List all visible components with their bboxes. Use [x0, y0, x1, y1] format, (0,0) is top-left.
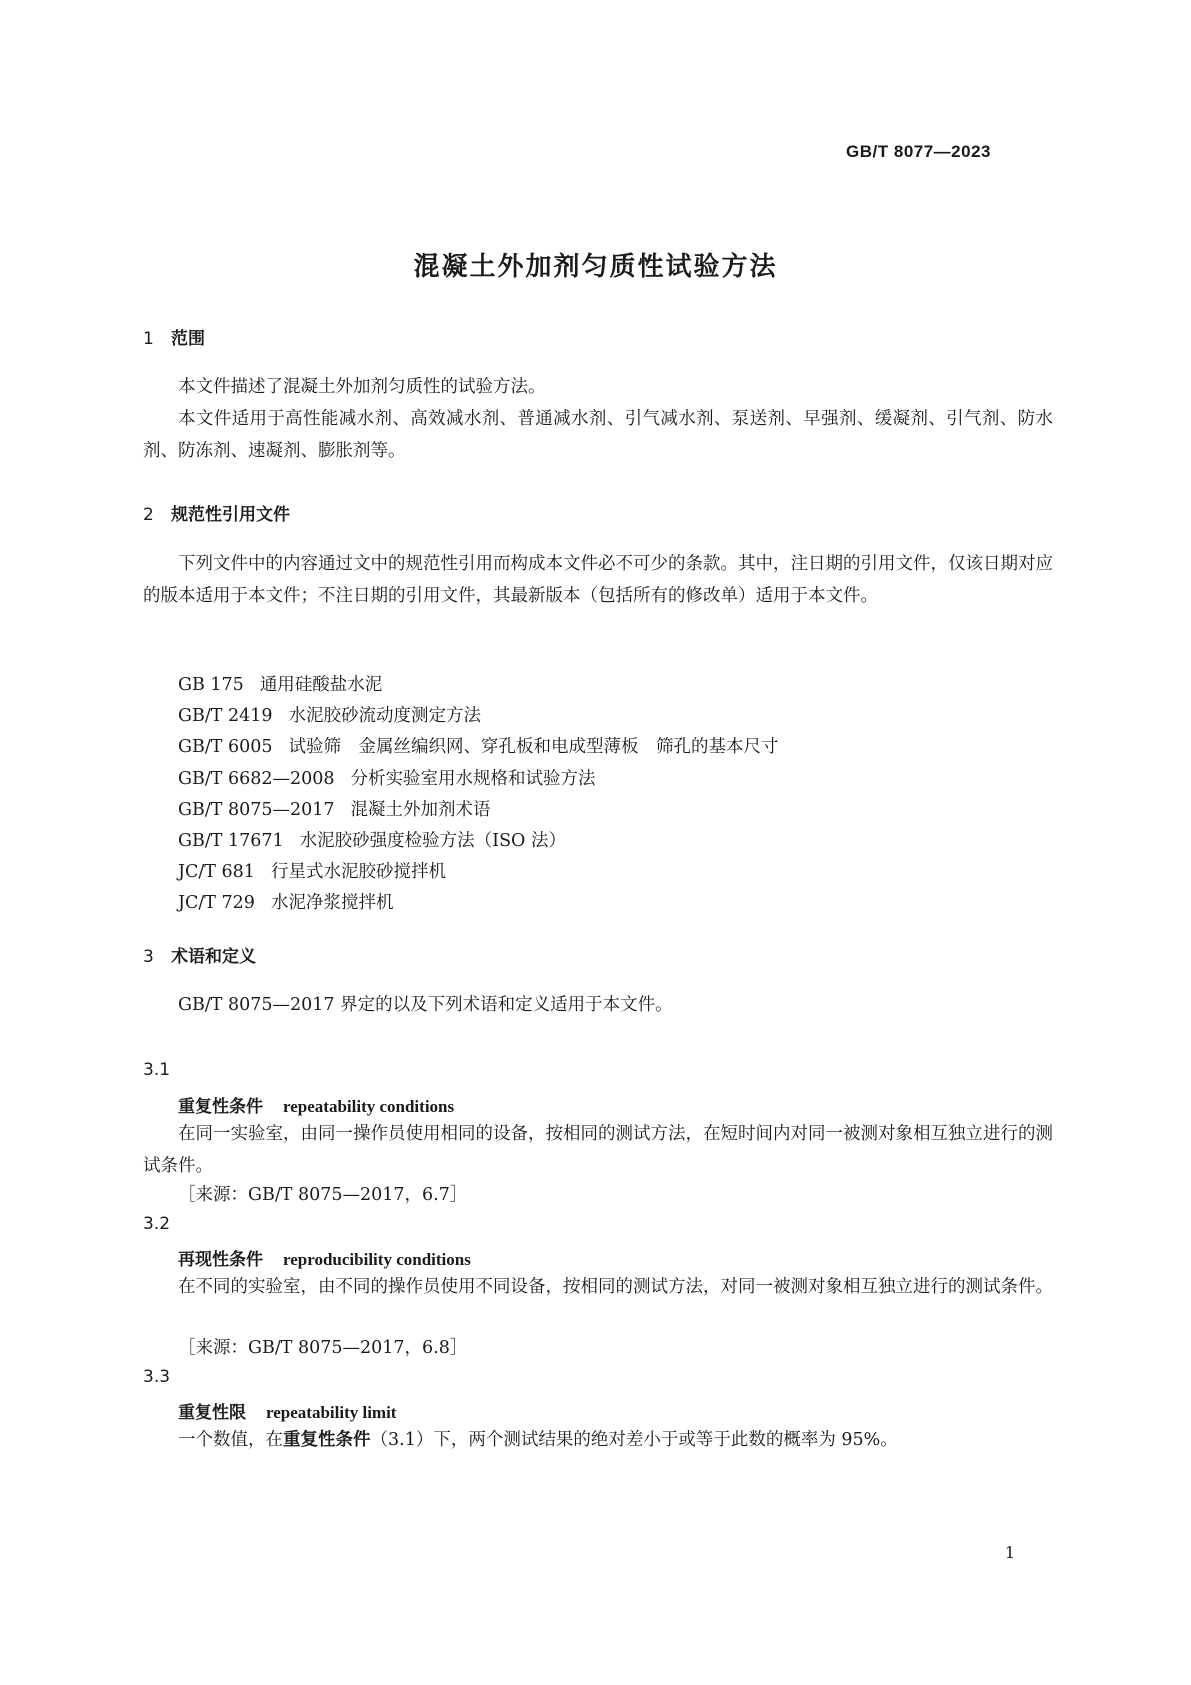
reference-title: 通用硅酸盐水泥	[259, 675, 383, 695]
reference-item	[178, 732, 779, 763]
section-2-heading	[143, 500, 290, 525]
reference-title: 水泥净浆搅拌机	[270, 893, 394, 914]
reference-item	[178, 701, 779, 732]
reference-code: GB/T 6005	[178, 737, 273, 758]
term-heading	[178, 1092, 454, 1117]
reference-code: JC/T 681	[178, 862, 255, 883]
reference-title: 水泥胶砂强度检验方法（ISO 法）	[299, 831, 566, 852]
term-heading	[178, 1245, 471, 1270]
term-heading	[178, 1398, 396, 1423]
section-number: 1	[143, 329, 154, 349]
term-zh: 再现性条件	[178, 1250, 263, 1270]
reference-title: 分析实验室用水规格和试验方法	[350, 768, 596, 789]
term-number: 3.3	[143, 1367, 171, 1387]
reference-item	[178, 888, 779, 919]
reference-code: GB/T 8075—2017	[178, 799, 335, 820]
reference-item	[178, 764, 779, 795]
term-zh: 重复性条件	[178, 1097, 263, 1117]
reference-title: 试验筛 金属丝编织网、穿孔板和电成型薄板 筛孔的基本尺寸	[288, 737, 779, 758]
term-number: 3.1	[143, 1060, 171, 1080]
reference-title: 行星式水泥胶砂搅拌机	[270, 862, 446, 883]
reference-item	[178, 826, 779, 857]
reference-item	[178, 795, 779, 826]
definition-text: 一个数值，在	[178, 1430, 283, 1450]
term-source: ［来源：GB/T 8075—2017，6.7］	[178, 1185, 468, 1205]
term-reference: 重复性条件	[283, 1430, 371, 1450]
section-1-paragraph-1: 本文件描述了混凝土外加剂匀质性的试验方法。	[178, 377, 546, 397]
document-title: 混凝土外加剂匀质性试验方法	[413, 252, 778, 282]
reference-code: GB/T 2419	[178, 706, 273, 727]
term-en: repeatability limit	[266, 1403, 397, 1422]
reference-code: GB/T 17671	[178, 831, 284, 852]
reference-item	[178, 670, 779, 701]
reference-code: JC/T 729	[178, 893, 255, 914]
reference-code: GB 175	[178, 675, 244, 695]
section-1-heading	[143, 324, 205, 349]
term-number: 3.2	[143, 1214, 171, 1234]
section-2-paragraph: 下列文件中的内容通过文中的规范性引用而构成本文件必不可少的条款。其中，注日期的引用文件，仅该日期对应的版本适用于本文件；不注日期的引用文件，其最新版本（包括所有的修改单）适用于本文件。	[143, 554, 1053, 606]
section-title: 术语和定义	[171, 947, 256, 967]
term-en: reproducibility conditions	[283, 1250, 471, 1269]
term-en: repeatability conditions	[283, 1097, 455, 1116]
term-definition	[143, 1424, 1053, 1456]
reference-item	[178, 857, 779, 888]
section-number: 3	[143, 947, 154, 967]
reference-title: 水泥胶砂流动度测定方法	[288, 706, 482, 727]
section-1-paragraph-2: 本文件适用于高性能减水剂、高效减水剂、普通减水剂、引气减水剂、泵送剂、早强剂、缓凝剂、引气剂、防水剂、防冻剂、速凝剂、膨胀剂等。	[143, 409, 1053, 461]
term-definition: 在同一实验室，由同一操作员使用相同的设备，按相同的测试方法，在短时间内对同一被测对象相互独立进行的测试条件。	[143, 1124, 1053, 1176]
term-definition: 在不同的实验室，由不同的操作员使用不同设备，按相同的测试方法，对同一被测对象相互独立进行的测试条件。	[178, 1277, 1053, 1297]
standard-number: GB/T 8077—2023	[846, 142, 991, 161]
page-number: 1	[1004, 1543, 1015, 1562]
term-source: ［来源：GB/T 8075—2017，6.8］	[178, 1338, 468, 1358]
reference-title: 混凝土外加剂术语	[350, 799, 491, 820]
section-3-heading	[143, 942, 256, 967]
section-title: 范围	[171, 329, 205, 349]
section-title: 规范性引用文件	[171, 505, 290, 525]
section-number: 2	[143, 505, 154, 525]
normative-reference-list	[178, 670, 779, 920]
term-zh: 重复性限	[178, 1403, 246, 1423]
definition-text: （3.1）下，两个测试结果的绝对差小于或等于此数的概率为 95%。	[370, 1430, 898, 1450]
section-3-paragraph: GB/T 8075—2017 界定的以及下列术语和定义适用于本文件。	[178, 995, 673, 1015]
reference-code: GB/T 6682—2008	[178, 768, 335, 789]
